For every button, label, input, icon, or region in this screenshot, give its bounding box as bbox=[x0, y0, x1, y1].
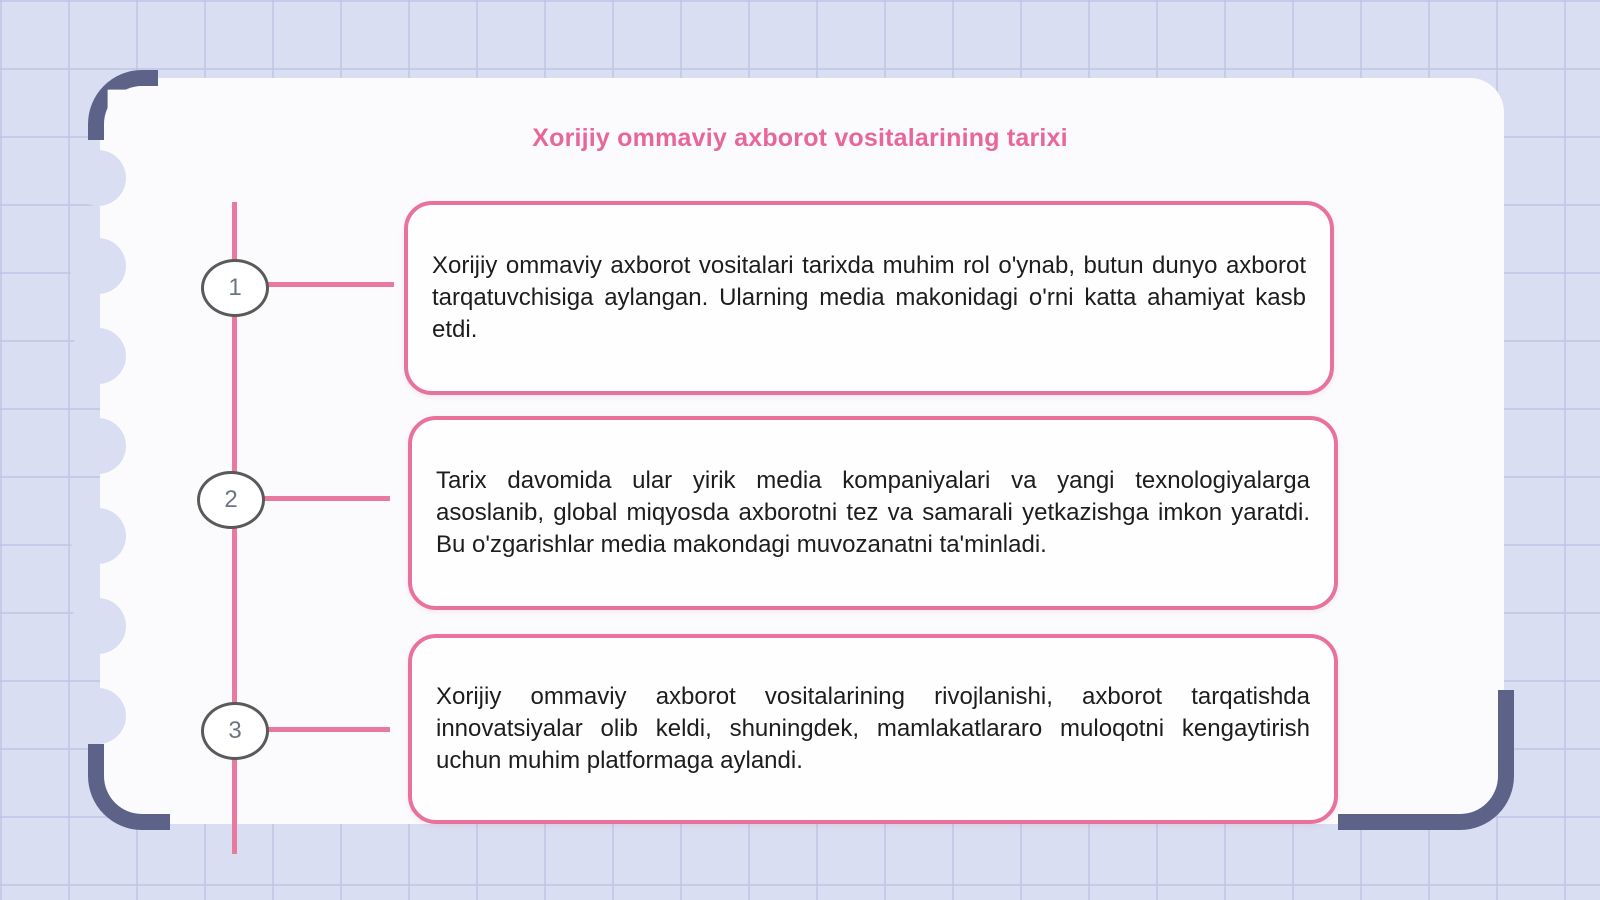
timeline-card-1 bbox=[404, 201, 1334, 395]
paper-scallop bbox=[70, 598, 126, 654]
timeline-connector-3 bbox=[264, 727, 390, 732]
corner-bracket-bottom-left bbox=[88, 744, 170, 830]
step-number-badge-2: 2 bbox=[197, 471, 265, 529]
timeline-connector-1 bbox=[264, 282, 394, 287]
corner-bracket-bottom-right bbox=[1338, 690, 1514, 830]
step-number-badge-3: 3 bbox=[201, 702, 269, 760]
paper-scallop bbox=[70, 688, 126, 744]
paper-scallop bbox=[70, 150, 126, 206]
timeline-card-text-1: Xorijiy ommaviy axborot vositalari tarixda muhim rol o'ynab, butun dunyo axborot tarqatuvchisiga aylangan. Ularning media makonidagi o'rni katta ahamiyat kasb etdi. bbox=[432, 252, 1306, 343]
paper-scallop bbox=[70, 508, 126, 564]
step-number-badge-1: 1 bbox=[201, 259, 269, 317]
timeline-card-text-3: Xorijiy ommaviy axborot vositalarining rivojlanishi, axborot tarqatishda innovatsiyalar olib keldi, shuningdek, mamlakatlararo muloqotni kengaytirish uchun muhim platformaga aylandi. bbox=[436, 683, 1310, 774]
paper-scallop bbox=[70, 418, 126, 474]
paper-scallop bbox=[70, 328, 126, 384]
timeline-card-2 bbox=[408, 416, 1338, 610]
timeline-card-3 bbox=[408, 634, 1338, 824]
paper-scallop bbox=[70, 238, 126, 294]
timeline-connector-2 bbox=[260, 496, 390, 501]
slide-title: Xorijiy ommaviy axborot vositalarining tarixi bbox=[532, 124, 1068, 152]
timeline-card-text-2: Tarix davomida ular yirik media kompaniyalari va yangi texnologiyalarga asoslanib, global miqyosda axborotni tez va samarali yetkazishga imkon yaratdi. Bu o'zgarishlar media makondagi muvozanatni ta'minladi. bbox=[436, 467, 1310, 558]
